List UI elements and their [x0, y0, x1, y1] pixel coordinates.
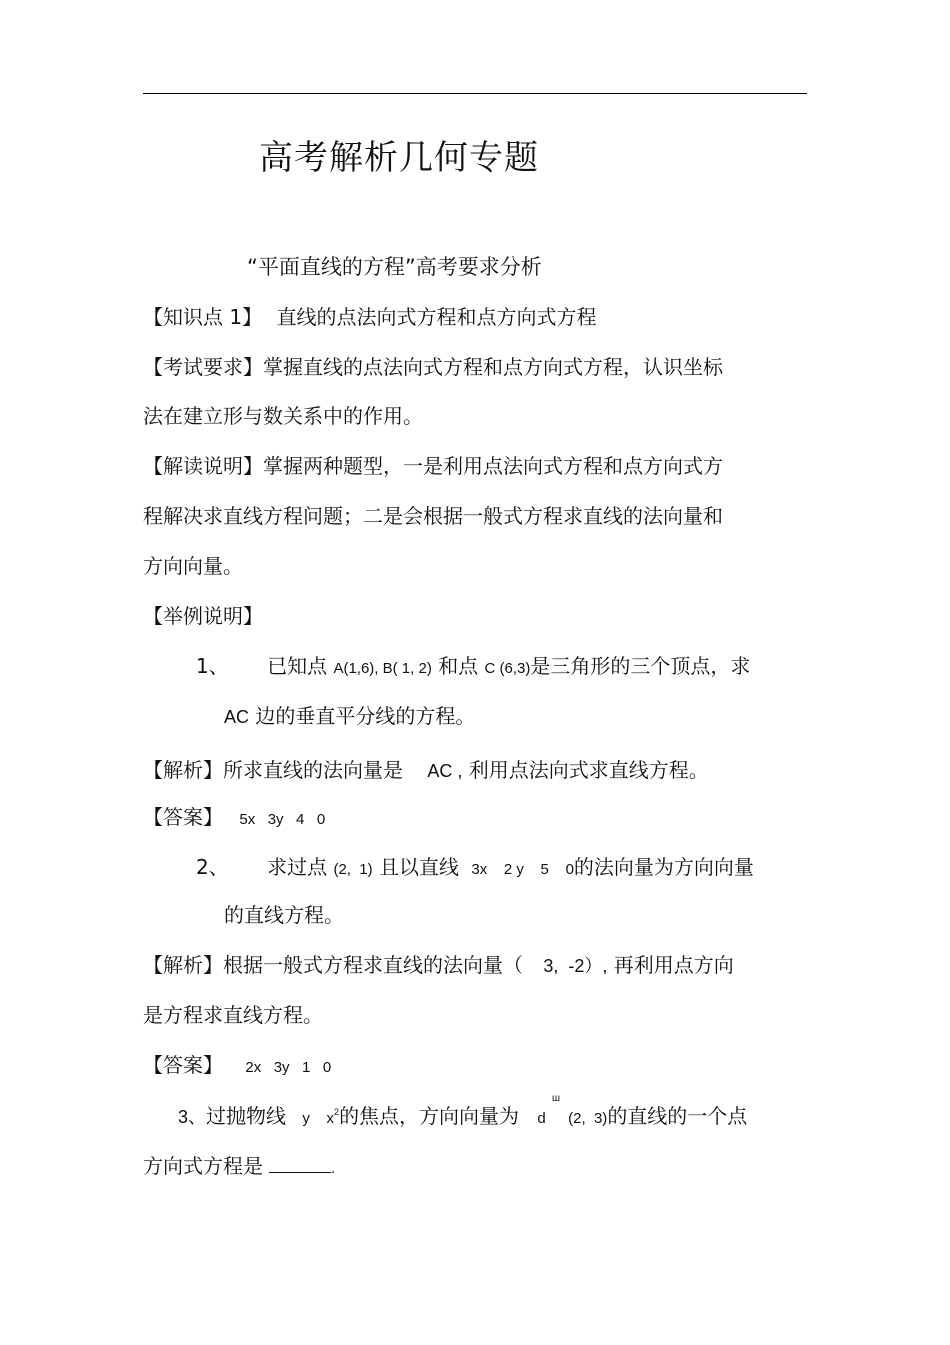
example3-number: 3、	[178, 1107, 207, 1127]
example1-line2	[224, 704, 475, 729]
example1-line1	[196, 654, 750, 681]
example1-analysis-text2: 利用点法向式求直线方程。	[468, 758, 709, 782]
example2-analysis-line2: 是方程求直线方程。	[143, 1003, 323, 1027]
example2-analysis-text1: 根据一般式方程求直线的法向量（	[223, 953, 523, 977]
example1-text3: 是三角形的三个顶点，求	[530, 654, 751, 678]
example2-analysis-tag: 【解析】	[143, 953, 223, 977]
example2-line1	[196, 855, 754, 882]
vector-arrow-mark: ш	[552, 1093, 561, 1104]
example3-math3: (2, 3)	[568, 1110, 608, 1127]
answer-blank[interactable]	[269, 1154, 331, 1173]
explain-line2: 程解决求直线方程问题；二是会根据一般式方程求直线的法向量和	[143, 504, 723, 528]
example1-number: 1、	[196, 654, 229, 678]
example3-exponent: 2	[334, 1107, 340, 1117]
example1-text2: 和点	[438, 654, 479, 678]
example1-math2: C (6,3)	[484, 660, 531, 677]
knowledge-text: 直线的点法向式方程和点方向式方程	[276, 305, 597, 329]
examples-tag: 【举例说明】	[143, 604, 263, 628]
exam-requirement-text: 掌握直线的点法向式方程和点方向式方程，认识坐标	[263, 355, 723, 379]
example2-text1: 求过点	[267, 855, 328, 879]
example2-number: 2、	[196, 855, 229, 879]
exam-requirement-line1	[143, 355, 723, 379]
exam-requirement-line2: 法在建立形与数关系中的作用。	[143, 404, 423, 428]
example2-text2: 且以直线	[379, 855, 459, 879]
example3-math2: d	[537, 1110, 546, 1127]
example3-text2: 的焦点，方向向量为	[339, 1104, 520, 1128]
example3-math1: y x	[302, 1110, 335, 1127]
knowledge-tag: 【知识点 1】	[143, 305, 263, 329]
explain-tag: 【解读说明】	[143, 454, 263, 478]
example3-line2	[143, 1154, 335, 1181]
page-title: 高考解析几何专题	[259, 138, 539, 178]
example1-line2-text: 边的垂直平分线的方程。	[255, 704, 476, 728]
example2-line2: 的直线方程。	[224, 903, 344, 927]
example2-math1: (2, 1)	[333, 861, 373, 878]
example1-text1: 已知点	[267, 654, 328, 678]
example1-answer	[143, 805, 325, 832]
knowledge-point	[143, 305, 596, 329]
example3-text3: 的直线的一个点	[607, 1104, 748, 1128]
example3-line1	[178, 1104, 747, 1132]
explain-line1	[143, 454, 723, 478]
example1-analysis-text1: 所求直线的法向量是	[223, 758, 403, 782]
example2-analysis	[143, 953, 734, 978]
example3-line2-end: .	[331, 1160, 336, 1177]
example3-line2-text: 方向式方程是	[143, 1154, 263, 1178]
example2-math2: 3x 2 y 5 0	[471, 861, 574, 878]
explain-line3: 方向向量。	[143, 554, 243, 578]
explain-text: 掌握两种题型，一是利用点法向式方程和点方向式方	[263, 454, 723, 478]
example1-math1: A(1,6), B( 1, 2)	[333, 660, 432, 677]
exam-requirement-tag: 【考试要求】	[143, 355, 263, 379]
example1-answer-math: 5x 3y 4 0	[239, 811, 326, 828]
example2-analysis-text2: 再利用点方向	[613, 953, 734, 977]
example2-answer	[143, 1053, 331, 1080]
example2-answer-tag: 【答案】	[143, 1053, 223, 1077]
section-subtitle: “平面直线的方程”高考要求分析	[247, 255, 542, 279]
example1-line2-math: AC	[224, 707, 250, 727]
example1-analysis-tag: 【解析】	[143, 758, 223, 782]
example1-analysis-math: AC ,	[427, 761, 463, 781]
example2-text3: 的法向量为方向向量	[573, 855, 754, 879]
example1-answer-tag: 【答案】	[143, 805, 223, 829]
example3-text1: 过抛物线	[206, 1104, 287, 1128]
example2-analysis-math: 3, -2）,	[543, 956, 608, 976]
example1-analysis	[143, 758, 709, 783]
header-rule	[143, 93, 807, 94]
example2-answer-math: 2x 3y 1 0	[245, 1059, 332, 1076]
